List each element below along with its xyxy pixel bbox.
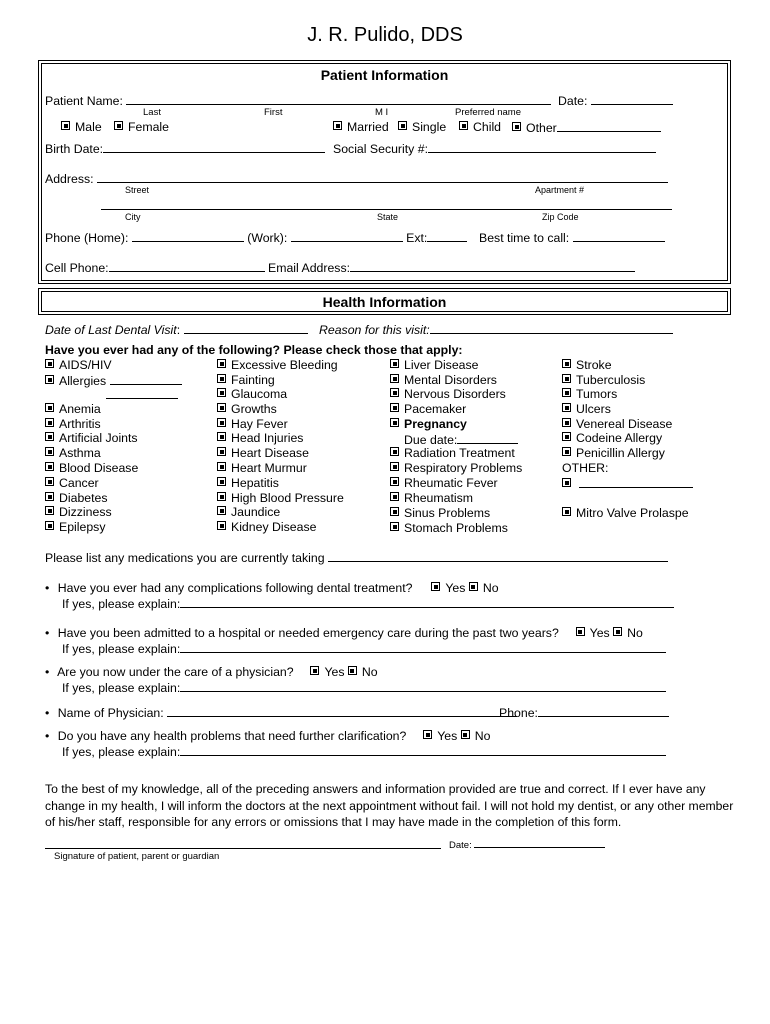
q4-row bbox=[45, 729, 490, 743]
other-option[interactable] bbox=[512, 120, 661, 135]
condition-checkbox[interactable] bbox=[45, 418, 54, 427]
condition-cancer[interactable] bbox=[45, 476, 99, 490]
condition-checkbox[interactable] bbox=[45, 447, 54, 456]
signature-label: Signature of patient, parent or guardian bbox=[54, 851, 220, 862]
q4-text: Do you have any health problems that need further clarification? bbox=[57, 729, 407, 743]
yes-checkbox[interactable] bbox=[576, 627, 585, 636]
cell-label: Cell Phone: bbox=[45, 261, 109, 275]
yes-checkbox[interactable] bbox=[310, 666, 319, 675]
condition-label: Allergies bbox=[59, 374, 107, 388]
due-date-field[interactable] bbox=[457, 432, 518, 444]
condition-label: Rheumatism bbox=[404, 491, 474, 505]
condition-high-blood-pressure[interactable] bbox=[217, 491, 344, 505]
condition-ulcers[interactable] bbox=[562, 402, 611, 416]
physician-field[interactable] bbox=[167, 705, 517, 717]
condition-artificial-joints[interactable] bbox=[45, 431, 138, 445]
condition-label: Stomach Problems bbox=[404, 521, 508, 535]
medications-row bbox=[45, 550, 668, 565]
yes-label: Yes bbox=[589, 626, 610, 640]
q2-explain-label: If yes, please explain: bbox=[62, 642, 181, 656]
condition-label: Liver Disease bbox=[404, 358, 479, 372]
other-checkbox[interactable] bbox=[512, 122, 521, 131]
condition-heart-murmur[interactable] bbox=[217, 461, 307, 475]
physician-phone-field[interactable] bbox=[538, 705, 669, 717]
condition-head-injuries[interactable] bbox=[217, 431, 303, 445]
ext-field[interactable] bbox=[427, 230, 467, 242]
condition-label: Dizziness bbox=[59, 505, 112, 519]
condition-fainting[interactable] bbox=[217, 373, 275, 387]
condition-penicillin-allergy[interactable] bbox=[562, 446, 665, 460]
condition-label: AIDS/HIV bbox=[59, 358, 112, 372]
male-label: Male bbox=[75, 120, 102, 134]
condition-nervous-disorders[interactable] bbox=[390, 387, 506, 401]
q1-explain-row bbox=[62, 596, 674, 611]
other-conditions-label: OTHER: bbox=[562, 461, 609, 475]
yes-label: Yes bbox=[324, 665, 345, 679]
condition-checkbox[interactable] bbox=[390, 447, 399, 456]
physician-label: Name of Physician: bbox=[57, 706, 164, 720]
condition-label: Tumors bbox=[576, 387, 618, 401]
q1-row bbox=[45, 581, 499, 595]
condition-label: Penicillin Allergy bbox=[576, 446, 665, 460]
condition-checkbox[interactable] bbox=[562, 432, 571, 441]
female-checkbox[interactable] bbox=[114, 121, 123, 130]
condition-checkbox[interactable] bbox=[562, 447, 571, 456]
condition-label: Stroke bbox=[576, 358, 612, 372]
condition-mental-disorders[interactable] bbox=[390, 373, 497, 387]
no-label: No bbox=[482, 581, 499, 595]
condition-label: Artificial Joints bbox=[59, 431, 138, 445]
condition-stomach-problems[interactable] bbox=[390, 521, 508, 535]
q3-text: Are you now under the care of a physician? bbox=[57, 665, 294, 679]
other-condition-field[interactable] bbox=[579, 476, 693, 488]
condition-checkbox[interactable] bbox=[390, 374, 399, 383]
male-option[interactable] bbox=[61, 120, 102, 134]
email-label: Email Address: bbox=[268, 261, 351, 275]
last-visit-label: Date of Last Dental Visit bbox=[45, 323, 177, 337]
patient-info-heading: Patient Information bbox=[320, 67, 449, 83]
date-label: Date: bbox=[558, 94, 588, 108]
condition-rheumatic-fever[interactable] bbox=[390, 476, 498, 490]
condition-tuberculosis[interactable] bbox=[562, 373, 645, 387]
ssn-row bbox=[333, 141, 656, 156]
condition-label: Blood Disease bbox=[59, 461, 139, 475]
condition-radiation-treatment[interactable] bbox=[390, 446, 515, 460]
condition-mitral-valve-prolapse[interactable] bbox=[562, 506, 689, 520]
date-field[interactable] bbox=[591, 93, 673, 105]
q2-explain-field[interactable] bbox=[180, 641, 666, 653]
condition-checkbox[interactable] bbox=[217, 403, 226, 412]
condition-label: Pregnancy bbox=[404, 417, 467, 431]
physician-row bbox=[45, 705, 517, 720]
medications-label: Please list any medications you are currently taking bbox=[45, 551, 325, 565]
birth-date-field[interactable] bbox=[103, 141, 325, 153]
page-title: J. R. Pulido, DDS bbox=[307, 24, 463, 46]
best-time-label: Best time to call: bbox=[479, 231, 570, 245]
q4-yes[interactable] bbox=[423, 729, 457, 743]
work-field[interactable] bbox=[291, 230, 403, 242]
condition-liver-disease[interactable] bbox=[390, 358, 479, 372]
condition-growths[interactable] bbox=[217, 402, 277, 416]
q4-explain-row bbox=[62, 744, 666, 759]
allergies-field-2[interactable] bbox=[106, 388, 178, 399]
condition-label: High Blood Pressure bbox=[231, 491, 344, 505]
sub-city: City bbox=[125, 212, 141, 222]
q1-explain-field[interactable] bbox=[180, 596, 674, 608]
condition-checkbox[interactable] bbox=[562, 388, 571, 397]
cell-row bbox=[45, 260, 635, 275]
condition-checkbox[interactable] bbox=[562, 359, 571, 368]
q2-text: Have you been admitted to a hospital or needed emergency care during the past two years? bbox=[57, 626, 559, 640]
reason-label: Reason for this visit: bbox=[319, 323, 430, 337]
phone-home-label: Phone (Home): bbox=[45, 231, 129, 245]
male-checkbox[interactable] bbox=[61, 121, 70, 130]
condition-label: Jaundice bbox=[231, 505, 281, 519]
q2-no[interactable] bbox=[613, 626, 643, 640]
condition-checkbox[interactable] bbox=[562, 374, 571, 383]
work-label: (Work): bbox=[247, 231, 288, 245]
female-option[interactable] bbox=[114, 120, 169, 134]
condition-checkbox[interactable] bbox=[45, 375, 54, 384]
condition-anemia[interactable] bbox=[45, 402, 101, 416]
address-label: Address: bbox=[45, 172, 94, 186]
condition-label: Diabetes bbox=[59, 491, 108, 505]
condition-label: Anemia bbox=[59, 402, 101, 416]
consent-statement: To the best of my knowledge, all of the preceding answers and information provided are true and correct. If I ever have any change in my health, I will inform the doctors at the next appointment without fail. I will not hold my dentist, or any other member of his/her staff, responsible for any errors or omissions that I may have made in the completion of this form. bbox=[45, 782, 734, 829]
condition-glaucoma[interactable] bbox=[217, 387, 287, 401]
address-row bbox=[45, 171, 668, 186]
condition-respiratory-problems[interactable] bbox=[390, 461, 522, 475]
condition-aids[interactable] bbox=[45, 358, 112, 372]
condition-checkbox[interactable] bbox=[217, 477, 226, 486]
q1-explain-label: If yes, please explain: bbox=[62, 597, 181, 611]
condition-kidney-disease[interactable] bbox=[217, 520, 316, 534]
condition-label: Heart Murmur bbox=[231, 461, 307, 475]
condition-checkbox[interactable] bbox=[45, 492, 54, 501]
condition-label: Nervous Disorders bbox=[404, 387, 506, 401]
birth-date-row bbox=[45, 141, 325, 156]
no-checkbox[interactable] bbox=[461, 730, 470, 739]
condition-label: Epilepsy bbox=[59, 520, 106, 534]
condition-epilepsy[interactable] bbox=[45, 520, 105, 534]
sub-mi: M I bbox=[375, 107, 389, 118]
condition-checkbox[interactable] bbox=[45, 403, 54, 412]
condition-label: Head Injuries bbox=[231, 431, 304, 445]
condition-label: Venereal Disease bbox=[576, 417, 673, 431]
reason-row bbox=[319, 322, 673, 337]
condition-checkbox[interactable] bbox=[217, 506, 226, 515]
condition-dizziness[interactable] bbox=[45, 505, 112, 519]
last-visit-field[interactable] bbox=[184, 322, 308, 334]
condition-checkbox[interactable] bbox=[217, 374, 226, 383]
condition-checkbox[interactable] bbox=[390, 359, 399, 368]
date-row bbox=[558, 93, 673, 108]
female-label: Female bbox=[128, 120, 170, 134]
condition-checkbox[interactable] bbox=[562, 478, 571, 487]
condition-label: Respiratory Problems bbox=[404, 461, 523, 475]
condition-label: Radiation Treatment bbox=[404, 446, 515, 460]
condition-allergies[interactable] bbox=[45, 373, 182, 388]
sub-zip: Zip Code bbox=[542, 212, 579, 222]
condition-checkbox[interactable] bbox=[217, 418, 226, 427]
no-label: No bbox=[474, 729, 491, 743]
condition-checkbox[interactable] bbox=[217, 388, 226, 397]
no-checkbox[interactable] bbox=[613, 627, 622, 636]
condition-label: Glaucoma bbox=[231, 387, 288, 401]
condition-pacemaker[interactable] bbox=[390, 402, 466, 416]
condition-label: Pacemaker bbox=[404, 402, 467, 416]
condition-label: Heart Disease bbox=[231, 446, 309, 460]
physician-phone-label: Phone: bbox=[499, 706, 538, 720]
patient-name-row bbox=[45, 93, 551, 108]
other-field[interactable] bbox=[557, 120, 661, 132]
condition-stroke[interactable] bbox=[562, 358, 612, 372]
condition-label: Sinus Problems bbox=[404, 506, 491, 520]
q3-explain-field[interactable] bbox=[180, 680, 666, 692]
single-label: Single bbox=[412, 120, 447, 134]
physician-phone-row bbox=[499, 705, 669, 720]
single-checkbox[interactable] bbox=[398, 121, 407, 130]
condition-checkbox[interactable] bbox=[390, 388, 399, 397]
condition-rheumatism[interactable] bbox=[390, 491, 473, 505]
due-date-row bbox=[404, 432, 518, 447]
q2-row bbox=[45, 626, 643, 640]
condition-checkbox[interactable] bbox=[390, 462, 399, 471]
married-option[interactable] bbox=[333, 120, 389, 134]
q3-explain-label: If yes, please explain: bbox=[62, 681, 181, 695]
condition-checkbox[interactable] bbox=[217, 359, 226, 368]
condition-checkbox[interactable] bbox=[45, 462, 54, 471]
condition-checkbox[interactable] bbox=[390, 403, 399, 412]
condition-checkbox[interactable] bbox=[217, 447, 226, 456]
q4-explain-label: If yes, please explain: bbox=[62, 745, 181, 759]
q4-no[interactable] bbox=[461, 729, 491, 743]
condition-sinus-problems[interactable] bbox=[390, 506, 490, 520]
condition-label: Mitro Valve Prolaspe bbox=[576, 506, 689, 520]
condition-label: Mental Disorders bbox=[404, 373, 497, 387]
condition-hay-fever[interactable] bbox=[217, 417, 288, 431]
best-time-row bbox=[479, 230, 665, 245]
sub-preferred: Preferred name bbox=[455, 107, 522, 118]
signature-date-label: Date: bbox=[449, 840, 472, 851]
condition-label: Hay Fever bbox=[231, 417, 288, 431]
birth-date-label: Birth Date: bbox=[45, 142, 104, 156]
patient-name-label: Patient Name: bbox=[45, 94, 123, 108]
condition-other[interactable] bbox=[562, 476, 693, 491]
condition-checkbox[interactable] bbox=[562, 403, 571, 412]
condition-checkbox[interactable] bbox=[390, 477, 399, 486]
conditions-question: Have you ever had any of the following? Please check those that apply: bbox=[45, 343, 463, 357]
health-info-box bbox=[38, 288, 731, 315]
condition-checkbox[interactable] bbox=[390, 418, 399, 427]
no-checkbox[interactable] bbox=[469, 582, 478, 591]
condition-checkbox[interactable] bbox=[45, 521, 54, 530]
yes-label: Yes bbox=[445, 581, 466, 595]
health-info-heading: Health Information bbox=[322, 294, 447, 310]
condition-blood-disease[interactable] bbox=[45, 461, 138, 475]
sub-street: Street bbox=[125, 185, 150, 195]
yes-label: Yes bbox=[437, 729, 458, 743]
address-city-field[interactable] bbox=[101, 198, 672, 210]
condition-asthma[interactable] bbox=[45, 446, 101, 460]
condition-label: Codeine Allergy bbox=[576, 431, 663, 445]
condition-checkbox[interactable] bbox=[390, 492, 399, 501]
q3-yes[interactable] bbox=[310, 665, 344, 679]
single-option[interactable] bbox=[398, 120, 446, 134]
condition-checkbox[interactable] bbox=[562, 418, 571, 427]
condition-diabetes[interactable] bbox=[45, 491, 108, 505]
sub-last: Last bbox=[143, 107, 161, 118]
married-checkbox[interactable] bbox=[333, 121, 342, 130]
condition-checkbox[interactable] bbox=[217, 492, 226, 501]
ssn-label: Social Security #: bbox=[333, 142, 429, 156]
yes-checkbox[interactable] bbox=[423, 730, 432, 739]
signature-field[interactable] bbox=[45, 838, 441, 849]
condition-hepatitis[interactable] bbox=[217, 476, 279, 490]
condition-excessive-bleeding[interactable] bbox=[217, 358, 338, 372]
married-label: Married bbox=[347, 120, 389, 134]
condition-tumors[interactable] bbox=[562, 387, 617, 401]
ext-label: Ext: bbox=[406, 231, 428, 245]
q1-text: Have you ever had any complications following dental treatment? bbox=[57, 581, 413, 595]
no-checkbox[interactable] bbox=[348, 666, 357, 675]
other-label: Other bbox=[526, 121, 557, 135]
condition-jaundice[interactable] bbox=[217, 505, 280, 519]
q3-explain-row bbox=[62, 680, 666, 695]
condition-checkbox[interactable] bbox=[217, 462, 226, 471]
condition-heart-disease[interactable] bbox=[217, 446, 309, 460]
email-field[interactable] bbox=[350, 260, 635, 272]
cell-field[interactable] bbox=[109, 260, 265, 272]
q3-no[interactable] bbox=[348, 665, 378, 679]
condition-checkbox[interactable] bbox=[390, 507, 399, 516]
condition-checkbox[interactable] bbox=[45, 359, 54, 368]
sub-state: State bbox=[377, 212, 399, 222]
condition-label: Asthma bbox=[59, 446, 101, 460]
allergies-field[interactable] bbox=[110, 373, 182, 385]
condition-arthritis[interactable] bbox=[45, 417, 101, 431]
condition-checkbox[interactable] bbox=[390, 522, 399, 531]
condition-label: Excessive Bleeding bbox=[231, 358, 338, 372]
condition-checkbox[interactable] bbox=[45, 477, 54, 486]
signature-date-row bbox=[449, 838, 605, 851]
best-time-field[interactable] bbox=[573, 230, 665, 242]
condition-checkbox[interactable] bbox=[45, 432, 54, 441]
child-label: Child bbox=[473, 120, 502, 134]
q4-explain-field[interactable] bbox=[180, 744, 666, 756]
address-street-field[interactable] bbox=[97, 171, 668, 183]
condition-label: Growths bbox=[231, 402, 277, 416]
q2-explain-row bbox=[62, 641, 666, 656]
condition-label: Kidney Disease bbox=[231, 520, 317, 534]
sub-first: First bbox=[264, 107, 283, 118]
condition-label: Arthritis bbox=[59, 417, 101, 431]
condition-label: Cancer bbox=[59, 476, 99, 490]
child-option[interactable] bbox=[459, 120, 501, 134]
sub-apartment: Apartment # bbox=[535, 185, 585, 195]
q1-yes[interactable] bbox=[431, 581, 465, 595]
medications-field[interactable] bbox=[328, 550, 668, 562]
signature-date-field[interactable] bbox=[474, 838, 605, 848]
no-label: No bbox=[361, 665, 378, 679]
condition-checkbox[interactable] bbox=[217, 432, 226, 441]
child-checkbox[interactable] bbox=[459, 121, 468, 130]
phone-home-field[interactable] bbox=[132, 230, 244, 242]
last-visit-colon: : bbox=[176, 323, 181, 337]
condition-pregnancy[interactable] bbox=[390, 417, 467, 431]
condition-label: Tuberculosis bbox=[576, 373, 646, 387]
reason-field[interactable] bbox=[430, 322, 673, 334]
condition-label: Ulcers bbox=[576, 402, 611, 416]
condition-checkbox[interactable] bbox=[45, 506, 54, 515]
yes-checkbox[interactable] bbox=[431, 582, 440, 591]
phone-row bbox=[45, 230, 467, 245]
patient-name-field[interactable] bbox=[126, 93, 551, 105]
q1-no[interactable] bbox=[469, 581, 499, 595]
no-label: No bbox=[627, 626, 643, 640]
condition-venereal-disease[interactable] bbox=[562, 417, 672, 431]
condition-label: Rheumatic Fever bbox=[404, 476, 498, 490]
q3-row bbox=[45, 665, 378, 679]
due-date-label: Due date: bbox=[404, 433, 458, 447]
condition-checkbox[interactable] bbox=[217, 521, 226, 530]
condition-label: Fainting bbox=[231, 373, 275, 387]
last-visit-row bbox=[45, 322, 308, 337]
ssn-field[interactable] bbox=[428, 141, 656, 153]
condition-label: Hepatitis bbox=[231, 476, 279, 490]
condition-checkbox[interactable] bbox=[562, 507, 571, 516]
q2-yes[interactable] bbox=[576, 626, 610, 640]
condition-codeine-allergy[interactable] bbox=[562, 431, 662, 445]
